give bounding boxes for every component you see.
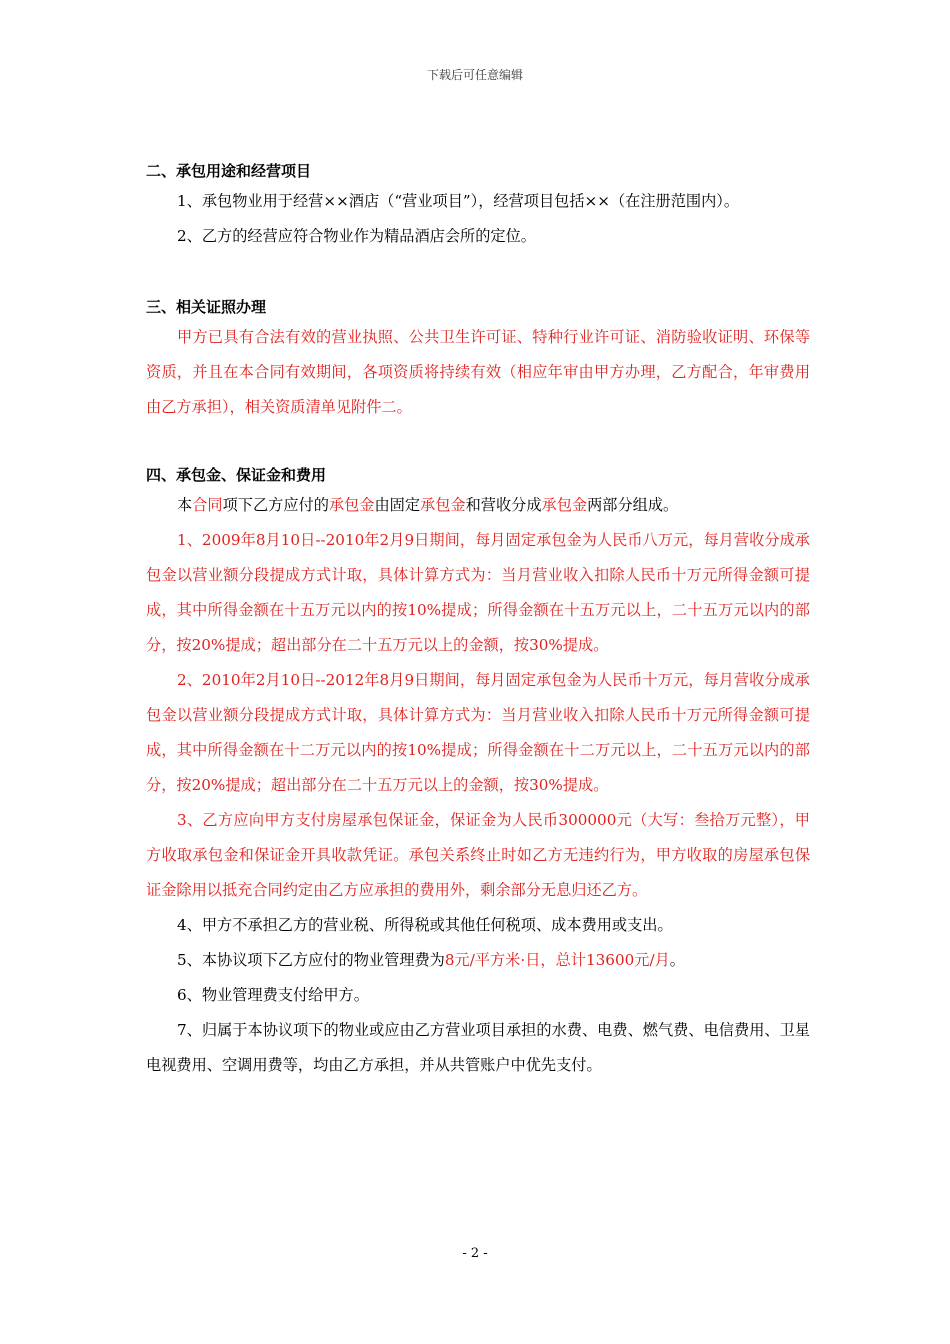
paragraph: 甲方已具有合法有效的营业执照、公共卫生许可证、特种行业许可证、消防验收证明、环保等资质，并且在本合同有效期间，各项资质将持续有效（相应年审由甲方办理，乙方配合，年审费用由乙方承担），相关资质清单见附件二。 <box>146 328 810 416</box>
text-run-highlight: 8元/平方米·日，总计13600元/月 <box>444 951 670 969</box>
text-run: 项下乙方应付的 <box>222 496 329 514</box>
text-run-highlight: 承包金 <box>328 496 375 514</box>
page-header: 下载后可任意编辑 <box>426 68 523 82</box>
text-run: 由固定 <box>374 496 420 514</box>
paragraph-intro <box>146 488 810 523</box>
section-title: 二、承包用途和经营项目 <box>146 162 312 180</box>
paragraph: 6、物业管理费支付给甲方。 <box>177 986 369 1004</box>
text-run-highlight: 承包金 <box>541 496 588 514</box>
section-title: 三、相关证照办理 <box>146 298 267 316</box>
paragraph: 3、乙方应向甲方支付房屋承包保证金，保证金为人民币300000元（大写：叁拾万元整），甲方收取承包金和保证金开具收款凭证。承包关系终止时如乙方无违约行为，甲方收取的房屋承包保证金除用以抵充合同约定由乙方应承担的费用外，剩余部分无息归还乙方。 <box>146 811 810 899</box>
section-title: 四、承包金、保证金和费用 <box>146 466 327 484</box>
text-run: 。 <box>669 951 685 969</box>
text-run: 本 <box>177 496 193 514</box>
text-run: 5、本协议项下乙方应付的物业管理费为 <box>177 951 445 969</box>
paragraph: 2、2010年2月10日--2012年8月9日期间，每月固定承包金为人民币十万元，每月营收分成承包金以营业额分段提成方式计取，具体计算方式为：当月营业收入扣除人民币十万元所得金额可提成，其中所得金额在十二万元以内的按10%提成；所得金额在十二万元以上，二十五万元以内的部分，按20%提成；超出部分在二十五万元以上的金额，按30%提成。 <box>146 671 810 794</box>
text-run-highlight: 承包金 <box>420 496 466 514</box>
paragraph <box>146 943 810 978</box>
paragraph: 7、归属于本协议项下的物业或应由乙方营业项目承担的水费、电费、燃气费、电信费用、卫星电视费用、空调用费等，均由乙方承担，并从共管账户中优先支付。 <box>146 1021 810 1074</box>
text-run-highlight: 合同 <box>192 496 223 514</box>
document-body <box>146 158 810 1083</box>
text-run: 两部分组成。 <box>587 496 679 514</box>
paragraph: 1、承包物业用于经营××酒店（“营业项目”），经营项目包括××（在注册范围内）。 <box>177 192 740 210</box>
page-number: - 2 - <box>462 1246 488 1261</box>
paragraph: 2、乙方的经营应符合物业作为精品酒店会所的定位。 <box>177 227 536 245</box>
paragraph: 1、2009年8月10日--2010年2月9日期间，每月固定承包金为人民币八万元，每月营收分成承包金以营业额分段提成方式计取，具体计算方式为：当月营业收入扣除人民币十万元所得金额可提成，其中所得金额在十五万元以内的按10%提成；所得金额在十五万元以上，二十五万元以内的部分，按20%提成；超出部分在二十五万元以上的金额，按30%提成。 <box>146 531 810 654</box>
text-run: 和营收分成 <box>465 496 542 514</box>
paragraph: 4、甲方不承担乙方的营业税、所得税或其他任何税项、成本费用或支出。 <box>177 916 673 934</box>
